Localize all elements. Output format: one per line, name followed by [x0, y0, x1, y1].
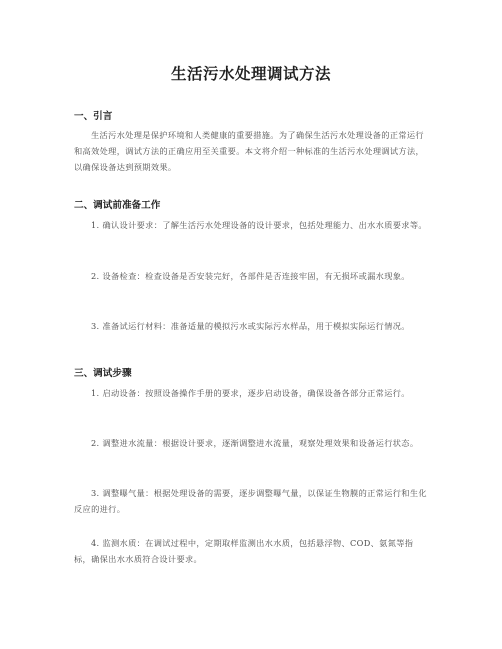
paragraph: 1. 启动设备：按照设备操作手册的要求，逐步启动设备，确保设备各部分正常运行。	[91, 388, 410, 398]
section-heading-introduction: 一、引言	[74, 111, 113, 122]
paragraph: 生活污水处理是保护环境和人类健康的重要措施。为了确保生活污水处理设备的正常运行和高效处理，调试方法的正确应用至关重要。本文将介绍一种标准的生活污水处理调试方法，以确保设备达到预期效果。	[74, 130, 425, 172]
paragraph: 3. 准备试运行材料：准备适量的模拟污水或实际污水样品，用于模拟实际运行情况。	[91, 321, 410, 331]
section-heading-steps: 三、调试步骤	[74, 368, 132, 379]
paragraph: 1. 确认设计要求：了解生活污水处理设备的设计要求，包括处理能力、出水水质要求等。	[91, 220, 427, 230]
section-heading-preparation: 二、调试前准备工作	[74, 200, 161, 211]
paragraph: 2. 设备检查：检查设备是否安装完好，各部件是否连接牢固，有无损坏或漏水现象。	[91, 271, 410, 281]
paragraph: 3. 调整曝气量：根据处理设备的需要，逐步调整曝气量，以保证生物膜的正常运行和生化反应的进行。	[74, 488, 427, 514]
document-title: 生活污水处理调试方法	[170, 65, 331, 83]
paragraph: 4. 监测水质：在调试过程中，定期取样监测出水水质，包括悬浮物、COD、氨氮等指标，确保出水水质符合设计要求。	[74, 538, 414, 564]
paragraph: 2. 调整进水流量：根据设计要求，逐渐调整进水流量，观察处理效果和设备运行状态。	[91, 438, 419, 448]
